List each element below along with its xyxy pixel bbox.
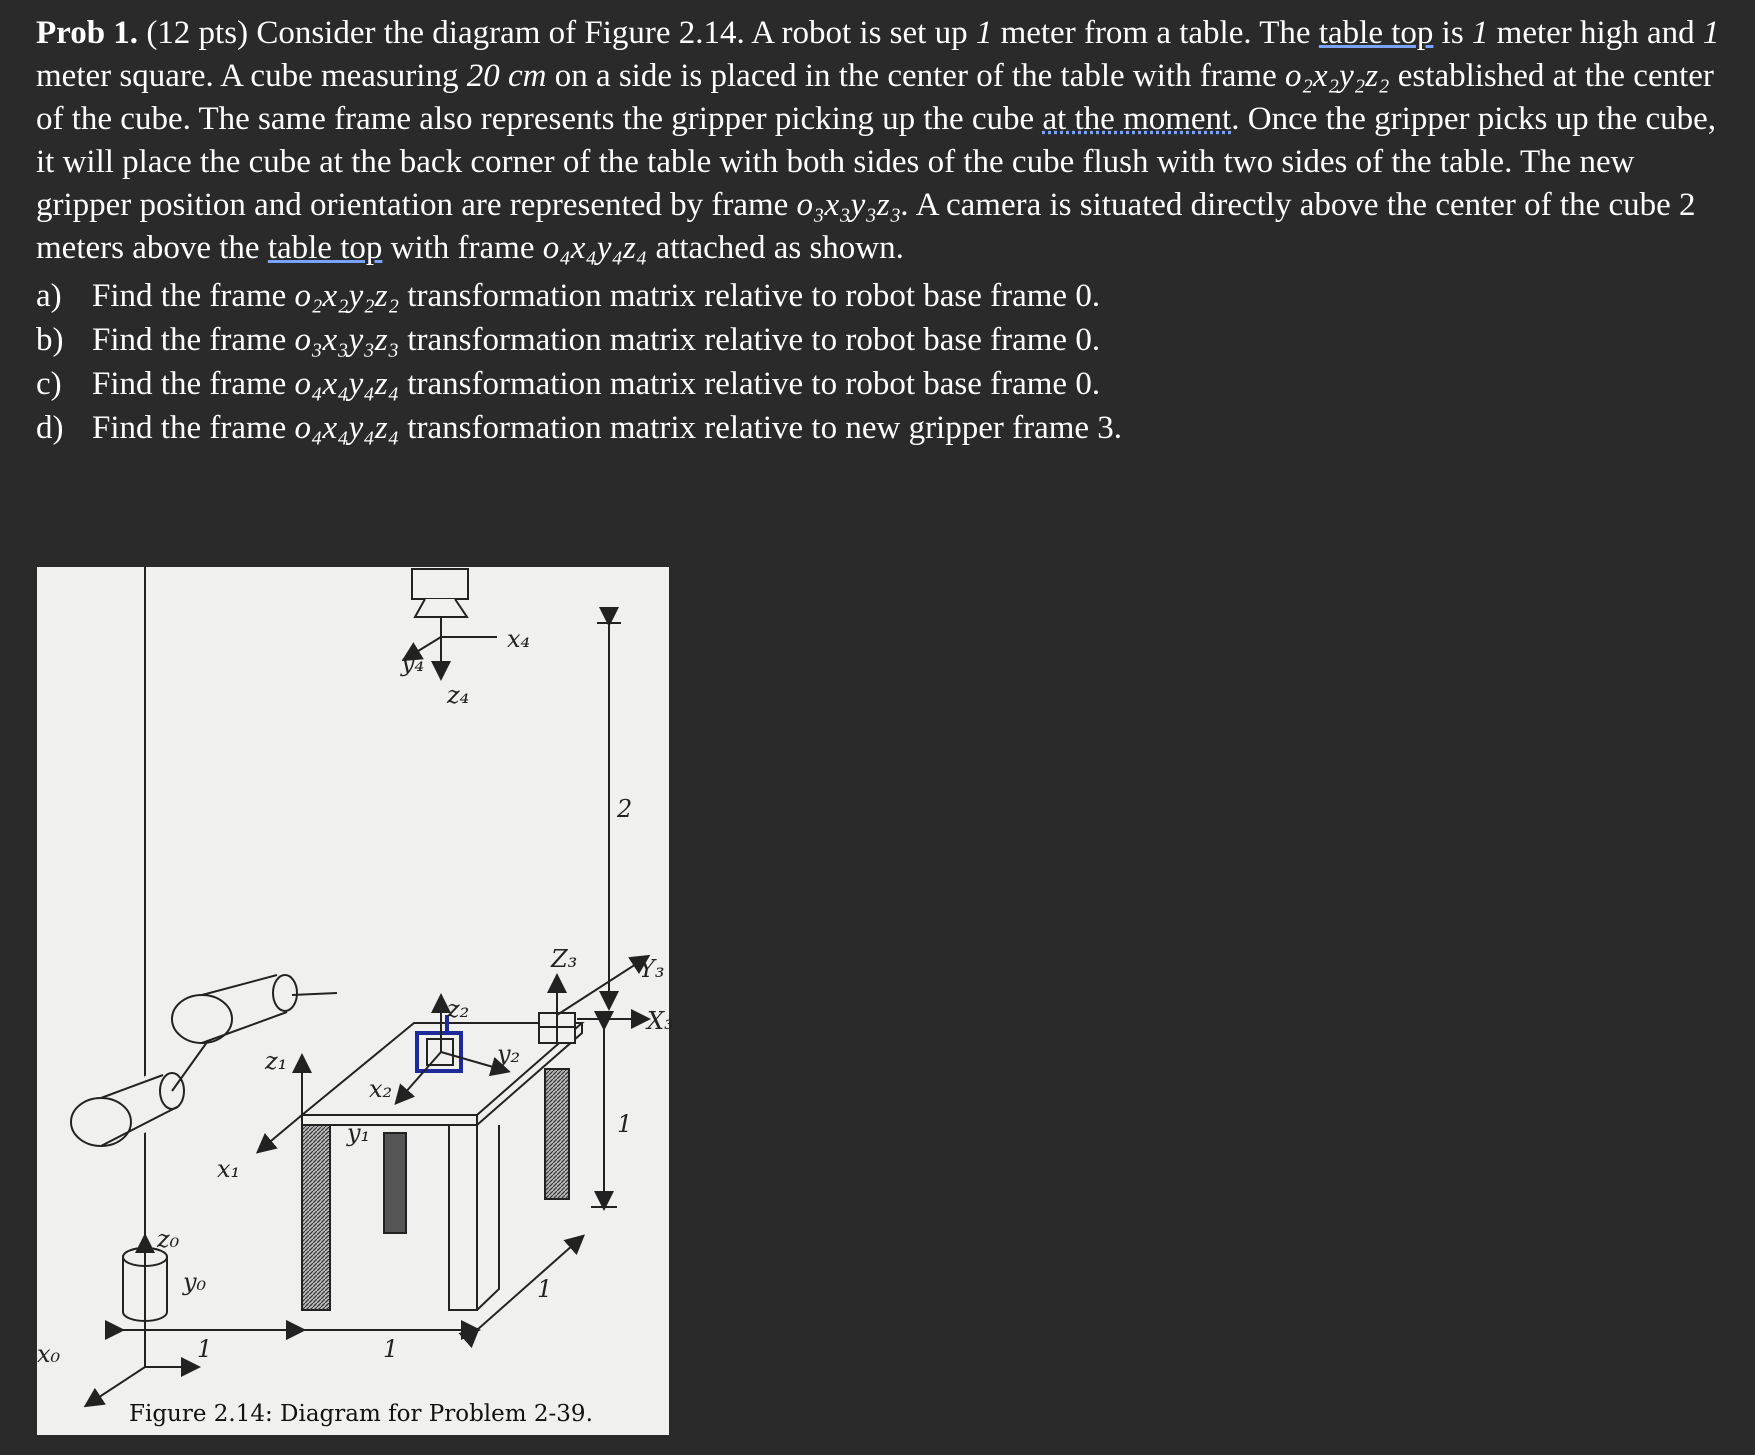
label-x4: x₄: [507, 625, 531, 653]
frame-2-symbol: o₂x₂y₂z₂: [1285, 58, 1390, 94]
label-z0: z₀: [157, 1225, 180, 1253]
x1-axis: [259, 1115, 302, 1151]
camera: [412, 569, 468, 637]
label-height-dimension: 1: [617, 1110, 633, 1138]
label-x1: x₁: [217, 1155, 241, 1183]
label-x0: x₀: [37, 1340, 61, 1368]
label-z3: Z₃: [551, 945, 578, 973]
figure-2-14: [37, 567, 674, 1435]
label-z2: z₂: [447, 995, 470, 1023]
problem-heading: Prob 1.: [36, 15, 139, 51]
at-the-moment-mark: at the moment: [1042, 101, 1232, 137]
label-z1: z₁: [265, 1047, 288, 1075]
label-y2: y₂: [497, 1040, 521, 1068]
label-y1: y₁: [347, 1119, 371, 1147]
question-item-a: a) Find the frame o₂x₂y₂z₂ transformation matrix relative to robot base frame 0.: [36, 278, 1101, 314]
frame-3-symbol: o₃x₃y₃z₃.: [796, 187, 910, 223]
robot-table-diagram: [37, 567, 674, 1435]
label-y4: y₄: [401, 649, 425, 677]
question-item-b: b) Find the frame o₃x₃y₃z₃ transformation matrix relative to robot base frame 0.: [36, 322, 1101, 358]
label-x2: x₂: [369, 1075, 393, 1103]
figure-caption: Figure 2.14: Diagram for Problem 2-39.: [129, 1401, 593, 1427]
table-depth-dimension: [477, 1237, 582, 1330]
robot-arm: [71, 567, 337, 1321]
question-item-d: d) Find the frame o₄x₄y₄z₄ transformation matrix relative to new gripper frame 3.: [36, 410, 1123, 446]
label-y3: Y₃: [639, 955, 665, 983]
table-leg-front-right: [449, 1125, 477, 1310]
label-table-dimension: 1: [383, 1335, 399, 1363]
table-top-link-2: table top: [267, 230, 383, 266]
table-top-link-1: table top: [1318, 15, 1434, 51]
problem-statement: Prob 1. (12 pts) Consider the diagram of Figure 2.14. A robot is set up 1 meter from a table. The table top is 1 meter high and 1 meter square. A cube measuring 20 cm on a side is placed in the center of the table with frame o₂x₂y₂z₂ established at the center of the cube. The same frame also represents the gripper picking up the cube at the moment. Once the gripper picks up the cube, it will place the cube at the back corner of the table with both sides of the cube flush with two sides of the table. The new gripper position and orientation are represented by frame o₃x₃y₃z₃. A camera is situated directly above the center of the cube 2 meters above the table top with frame o₄x₄y₄z₄ attached as shown.: [36, 15, 1720, 266]
label-z4: z₄: [447, 681, 470, 709]
table-leg-front-left: [302, 1125, 330, 1310]
label-y0: y₀: [183, 1268, 207, 1296]
table-leg-back-right: [545, 1069, 569, 1199]
problem-text: [36, 12, 1726, 450]
x0-axis: [87, 1367, 145, 1405]
label-camera-dimension: 2: [617, 795, 633, 823]
question-item-c: c) Find the frame o₄x₄y₄z₄ transformation matrix relative to robot base frame 0.: [36, 366, 1101, 402]
frame-4-symbol: o₄x₄y₄z₄: [542, 230, 648, 266]
label-base-dimension: 1: [197, 1335, 213, 1363]
label-x3: X₃: [647, 1007, 674, 1035]
question-list: [36, 274, 1726, 450]
table-leg-back-left: [384, 1133, 406, 1233]
label-depth-dimension: 1: [537, 1275, 553, 1303]
